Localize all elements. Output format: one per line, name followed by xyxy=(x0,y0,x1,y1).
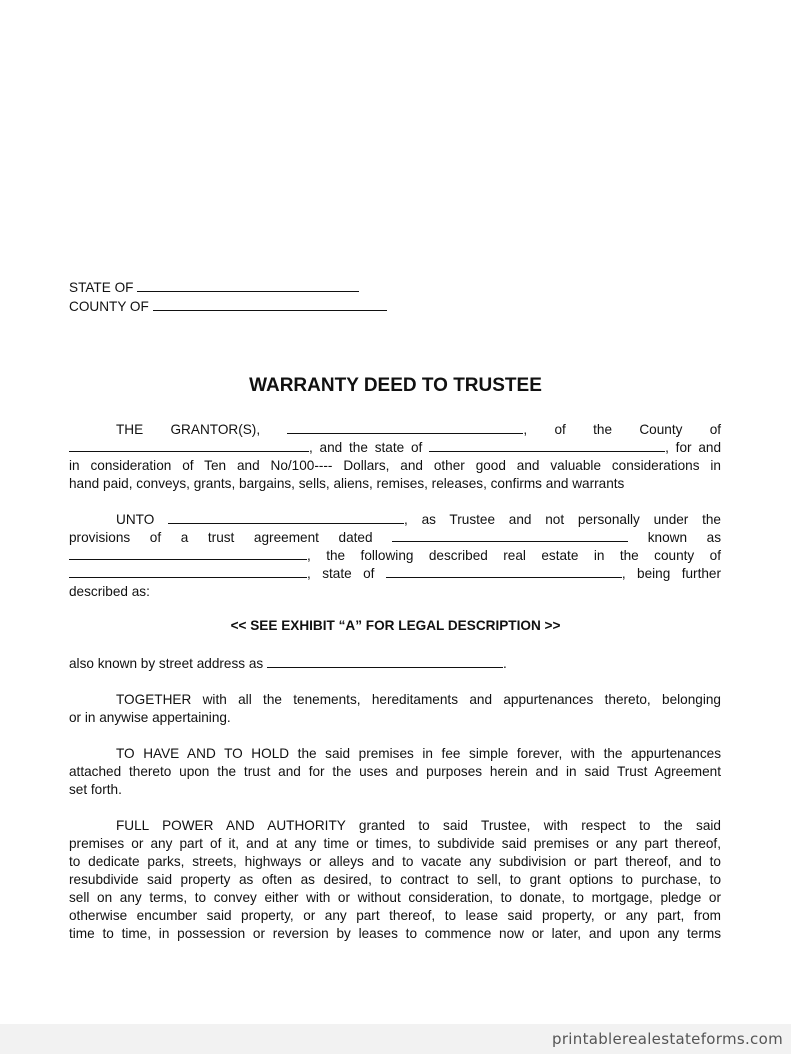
unto-label: UNTO xyxy=(116,512,155,527)
county-line xyxy=(69,298,721,316)
state-blank[interactable] xyxy=(137,279,359,292)
unto-line-3 xyxy=(69,547,721,565)
grantor-of: of xyxy=(554,422,566,437)
grantor-county-blank[interactable] xyxy=(69,439,309,452)
full-power-line-6: otherwise encumber said property, or any part thereof, to lease said property, or any part, from xyxy=(69,908,721,923)
full-power-line-3: to dedicate parks, streets, highways or alleys and to vacate any subdivision or part thereof, and to xyxy=(69,854,721,869)
trust-name-blank[interactable] xyxy=(69,547,307,560)
grantor-county: County xyxy=(639,422,683,437)
full-power-line-4: resubdivide said property as often as desired, to contract to sell, to grant options to purchase, to xyxy=(69,872,721,887)
document-title: WARRANTY DEED TO TRUSTEE xyxy=(249,375,542,396)
to-have-line-1: TO HAVE AND TO HOLD the said premises in fee simple forever, with the appurtenances xyxy=(116,746,721,761)
grantor-name-blank[interactable] xyxy=(287,421,523,434)
full-power-line-2: premises or any part of it, and at any time or times, to subdivide said premises or any part thereof, xyxy=(69,836,721,851)
county-blank[interactable] xyxy=(153,298,387,311)
full-power-line-5: sell on any terms, to convey either with or without consideration, to donate, to mortgage, pledge or xyxy=(69,890,721,905)
exhibit-reference: << SEE EXHIBIT “A” FOR LEGAL DESCRIPTION >> xyxy=(230,618,561,633)
trustee-name-blank[interactable] xyxy=(168,511,404,524)
to-have-line-2: attached thereto upon the trust and for the uses and purposes herein and in said Trust Agreement xyxy=(69,764,721,779)
unto-trustee-text: , as Trustee and not personally under the xyxy=(404,512,721,527)
unto-being-further: , being further xyxy=(621,566,721,581)
full-power-line-7: time to time, in possession or reversion by leases to commence now or later, and upon any terms xyxy=(69,926,721,941)
grantor-text: THE xyxy=(116,422,144,437)
footer-bar xyxy=(0,1024,791,1054)
property-county-blank[interactable] xyxy=(69,565,307,578)
grantor-state-label: , and the state of xyxy=(309,440,423,455)
grantor-comma: , xyxy=(523,422,528,437)
together-line-1: TOGETHER with all the tenements, hereditaments and appurtenances thereto, belonging xyxy=(116,692,721,707)
unto-following-text: , the following described real estate in the county of xyxy=(307,548,721,563)
state-line xyxy=(69,279,721,297)
unto-provisions-text: provisions of a trust agreement dated xyxy=(69,530,373,545)
together-line-2: or in anywise appertaining. xyxy=(69,710,231,725)
unto-state-label: , state of xyxy=(307,566,375,581)
grantor-the: the xyxy=(593,422,613,437)
address-label: also known by street address as xyxy=(69,656,264,671)
agreement-date-blank[interactable] xyxy=(392,529,628,542)
county-label: COUNTY OF xyxy=(69,299,149,314)
unto-line-4 xyxy=(69,565,721,583)
grantor-line-1 xyxy=(116,421,721,439)
unto-known-as: known as xyxy=(647,530,721,545)
unto-line-2 xyxy=(69,529,721,547)
watermark: printablerealestateforms.com xyxy=(552,1030,783,1048)
unto-line-1 xyxy=(116,511,721,529)
address-period: . xyxy=(502,656,507,671)
property-state-blank[interactable] xyxy=(386,565,622,578)
unto-line-5: described as: xyxy=(69,584,150,599)
grantor-label: GRANTOR(S), xyxy=(170,422,261,437)
grantor-line-4: hand paid, conveys, grants, bargains, sells, aliens, remises, releases, confirms and warrants xyxy=(69,476,625,491)
address-line xyxy=(69,655,721,673)
full-power-line-1: FULL POWER AND AUTHORITY granted to said Trustee, with respect to the said xyxy=(116,818,721,833)
state-label: STATE OF xyxy=(69,280,134,295)
grantor-line-3: in consideration of Ten and No/100---- Dollars, and other good and valuable considerations in xyxy=(69,458,721,473)
to-have-line-3: set forth. xyxy=(69,782,122,797)
street-address-blank[interactable] xyxy=(267,655,503,668)
grantor-line-2 xyxy=(69,439,721,457)
grantor-for-and: , for and xyxy=(665,440,722,455)
grantor-state-blank[interactable] xyxy=(429,439,665,452)
grantor-of-2: of xyxy=(709,422,722,437)
